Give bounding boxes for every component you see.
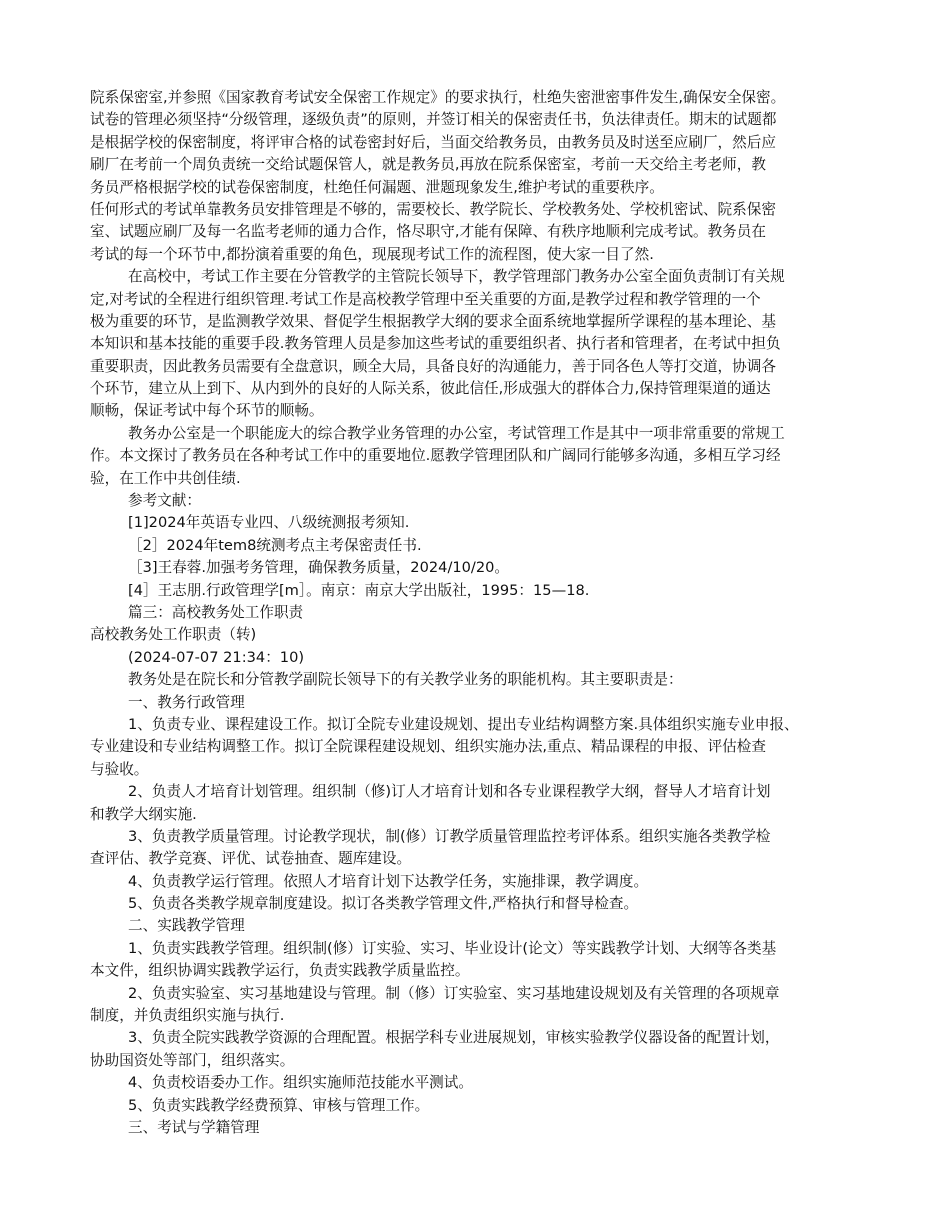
- text-line: 参考文献：: [128, 492, 201, 510]
- text-line: 刷厂在考前一个周负责统一交给试题保管人，就是教务员,再放在院系保密室，考前一天交给主考老师，教: [90, 156, 766, 174]
- text-line: 一、教务行政管理: [128, 693, 245, 711]
- text-line: 二、实践教学管理: [128, 917, 245, 935]
- text-line: 本知识和基本技能的重要手段.教务管理人员是参加这些考试的重要组织者、执行者和管理者，在考试中担负: [90, 335, 781, 353]
- text-line: 在高校中，考试工作主要在分管教学的主管院长领导下，教学管理部门教务办公室全面负责制订有关规: [128, 268, 785, 286]
- text-line: 2、负责人才培育计划管理。组织制（修)订人才培育计划和各专业课程教学大纲，督导人才培育计划: [128, 783, 771, 801]
- text-line: 协助国资处等部门，组织落实。: [90, 1051, 295, 1069]
- text-line: (2024-07-07 21:34：10): [128, 648, 305, 666]
- text-line: 重要职责，因此教务员需要有全盘意识，顾全大局，具备良好的沟通能力，善于同各色人等打交道，协调各: [90, 357, 776, 375]
- text-line: 是根据学校的保密制度，将评审合格的试卷密封好后，当面交给教务员，由教务员及时送至应刷厂，然后应: [90, 133, 776, 151]
- text-line: 个环节，建立从上到下、从内到外的良好的人际关系，彼此信任,形成强大的群体合力,保持管理渠道的通达: [90, 380, 771, 398]
- text-line: 3、负责全院实践教学资源的合理配置。根据学科专业进展规划，审核实验教学仪器设备的配置计划，: [128, 1029, 780, 1047]
- text-line: 3、负责教学质量管理。讨论教学现状，制(修）订教学质量管理监控考评体系。组织实施各类教学检: [128, 827, 771, 845]
- text-line: 顺畅，保证考试中每个环节的顺畅。: [90, 402, 324, 420]
- text-line: 验，在工作中共创佳绩.: [90, 469, 241, 487]
- text-line: 定,对考试的全程进行组织管理.考试工作是高校教学管理中至关重要的方面,是教学过程和教学管理的一个: [90, 290, 761, 308]
- text-line: 专业建设和专业结构调整工作。拟订全院课程建设规划、组织实施办法,重点、精品课程的申报、评估检查: [90, 738, 766, 756]
- text-line: 室、试题应刷厂及每一名监考老师的通力合作，恪尽职守,才能有保障、有秩序地顺利完成考试。教务员在: [90, 223, 766, 241]
- text-line: 高校教务处工作职责（转): [90, 626, 257, 644]
- document-body: [90, 87, 868, 1139]
- text-line: 本文件，组织协调实践教学运行，负责实践教学质量监控。: [90, 962, 470, 980]
- text-line: ［3]王春蓉.加强考务管理，确保教务质量，2024/10/20。: [128, 559, 510, 577]
- text-line: 院系保密室,并参照《国家教育考试安全保密工作规定》的要求执行，杜绝失密泄密事件发生,确保安全保密。: [90, 89, 786, 106]
- text-line: 5、负责实践教学经费预算、审核与管理工作。: [128, 1096, 430, 1114]
- text-line: 极为重要的环节，是监测教学效果、督促学生根据教学大纲的要求全面系统地掌握所学课程的基本理论、基: [90, 312, 776, 330]
- text-line: [4］王志朋.行政管理学[m］。南京：南京大学出版社，1995：15—18.: [128, 581, 590, 599]
- text-line: 三、考试与学籍管理: [128, 1118, 260, 1136]
- text-line: 查评估、教学竞赛、评优、试卷抽查、题库建设。: [90, 850, 412, 868]
- text-line: 与验收。: [90, 760, 149, 778]
- text-line: [1]2024年英语专业四、八级统测报考须知.: [128, 514, 410, 532]
- text-line: 作。本文探讨了教务员在各种考试工作中的重要地位.愿教学管理团队和广阔同行能够多沟通，多相互学习经: [90, 447, 781, 465]
- text-line: 教务办公室是一个职能庞大的综合教学业务管理的办公室，考试管理工作是其中一项非常重要的常规工: [128, 424, 785, 442]
- text-line: 和教学大纲实施.: [90, 805, 197, 823]
- text-line: 1、负责专业、课程建设工作。拟订全院专业建设规划、提出专业结构调整方案.具体组织实施专业申报、: [128, 715, 799, 733]
- text-line: 考试的每一个环节中,都扮演着重要的角色，现展现考试工作的流程图，使大家一目了然.: [90, 245, 654, 263]
- text-line: 任何形式的考试单靠教务员安排管理是不够的，需要校长、教学院长、学校教务处、学校机密试、院系保密: [90, 200, 776, 218]
- text-line: ［2］2024年tem8统测考点主考保密责任书.: [128, 536, 422, 554]
- text-line: 1、负责实践教学管理。组织制(修）订实验、实习、毕业设计(论文）等实践教学计划、大纲等各类基: [128, 939, 777, 957]
- text-line: 试卷的管理必须坚持“分级管理，逐级负责”的原则，并签订相关的保密责任书，负法律责任。期末的试题都: [90, 111, 777, 129]
- text-line: 2、负责实验室、实习基地建设与管理。制（修）订实验室、实习基地建设规划及有关管理的各项规章: [128, 984, 780, 1002]
- text-line: 4、负责校语委办工作。组织实施师范技能水平测试。: [128, 1074, 473, 1092]
- text-line: 4、负责教学运行管理。依照人才培育计划下达教学任务，实施排课，教学调度。: [128, 872, 649, 890]
- text-line: 务员严格根据学校的试卷保密制度，杜绝任何漏题、泄题现象发生,维护考试的重要秩序。: [90, 178, 664, 196]
- text-line: 制度，并负责组织实施与执行.: [90, 1007, 285, 1025]
- text-line: 教务处是在院长和分管教学副院长领导下的有关教学业务的职能机构。其主要职责是：: [128, 671, 683, 689]
- text-line: 5、负责各类教学规章制度建设。拟订各类教学管理文件,严格执行和督导检查。: [128, 895, 639, 913]
- text-line: 篇三：高校教务处工作职责: [128, 603, 304, 621]
